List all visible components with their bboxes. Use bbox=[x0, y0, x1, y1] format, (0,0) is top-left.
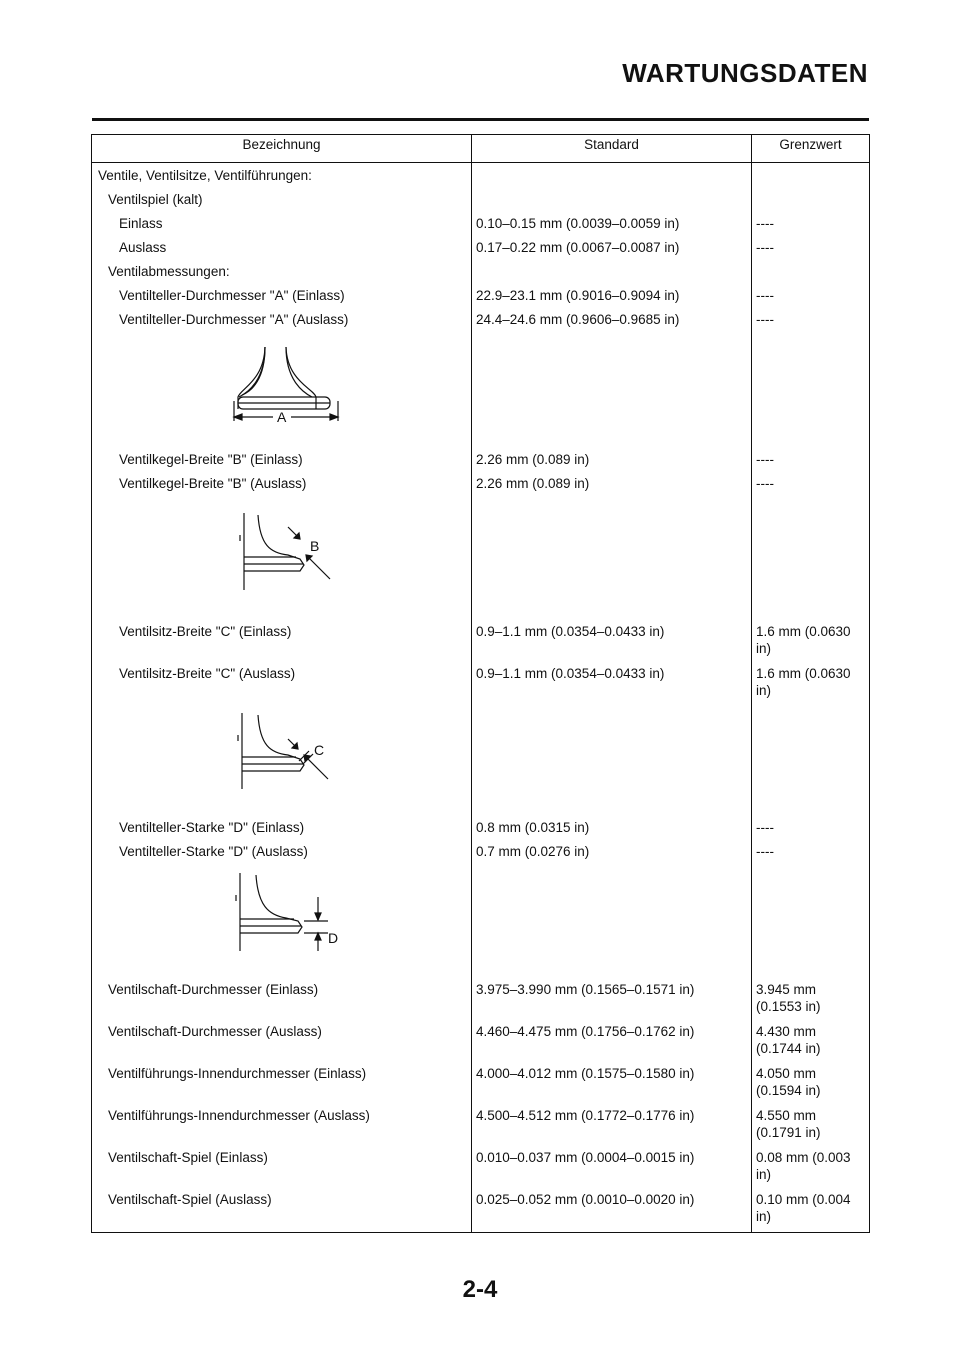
row-limit bbox=[752, 163, 870, 187]
table-row bbox=[92, 661, 870, 703]
row-standard bbox=[472, 163, 752, 187]
row-standard: 2.26 mm (0.089 in) bbox=[472, 447, 752, 471]
row-limit: 1.6 mm (0.0630 in) bbox=[752, 619, 870, 661]
row-limit: 4.550 mm (0.1791 in) bbox=[752, 1103, 870, 1145]
row-standard: 22.9–23.1 mm (0.9016–0.9094 in) bbox=[472, 283, 752, 307]
row-standard: 0.025–0.052 mm (0.0010–0.0020 in) bbox=[472, 1187, 752, 1233]
valve-head-diameter-figure bbox=[92, 331, 472, 447]
table-row bbox=[92, 839, 870, 863]
table-row bbox=[92, 977, 870, 1019]
row-label: Ventilschaft-Spiel (Auslass) bbox=[92, 1187, 472, 1233]
row-label: Ventilabmessungen: bbox=[92, 259, 472, 283]
header-grenzwert: Grenzwert bbox=[752, 135, 870, 163]
label-b: B bbox=[310, 537, 320, 554]
row-standard: 4.000–4.012 mm (0.1575–0.1580 in) bbox=[472, 1061, 752, 1103]
row-label: Ventilschaft-Durchmesser (Einlass) bbox=[92, 977, 472, 1019]
row-label: Einlass bbox=[92, 211, 472, 235]
table-row bbox=[92, 307, 870, 331]
row-label: Ventilsitz-Breite "C" (Auslass) bbox=[92, 661, 472, 703]
row-limit: ---- bbox=[752, 839, 870, 863]
table-row bbox=[92, 163, 870, 187]
row-standard: 0.9–1.1 mm (0.0354–0.0433 in) bbox=[472, 619, 752, 661]
row-limit: 4.430 mm (0.1744 in) bbox=[752, 1019, 870, 1061]
table-row bbox=[92, 815, 870, 839]
table-row bbox=[92, 211, 870, 235]
figure-row bbox=[92, 331, 870, 447]
row-limit bbox=[752, 259, 870, 283]
figure-cell-a bbox=[92, 331, 472, 447]
valve-seat-width-figure bbox=[92, 703, 472, 815]
row-limit: ---- bbox=[752, 307, 870, 331]
row-standard bbox=[472, 259, 752, 283]
row-label: Ventilteller-Durchmesser "A" (Auslass) bbox=[92, 307, 472, 331]
row-limit: 0.10 mm (0.004 in) bbox=[752, 1187, 870, 1233]
spec-table bbox=[91, 134, 870, 1233]
table-row bbox=[92, 1019, 870, 1061]
row-label: Ventilteller-Starke "D" (Auslass) bbox=[92, 839, 472, 863]
table-row bbox=[92, 259, 870, 283]
table-row bbox=[92, 619, 870, 661]
figure-row bbox=[92, 495, 870, 619]
row-standard: 0.010–0.037 mm (0.0004–0.0015 in) bbox=[472, 1145, 752, 1187]
table-row bbox=[92, 1061, 870, 1103]
figure-cell-c bbox=[92, 703, 472, 815]
row-standard bbox=[472, 187, 752, 211]
table-row bbox=[92, 235, 870, 259]
row-standard: 0.7 mm (0.0276 in) bbox=[472, 839, 752, 863]
valve-margin-thickness-figure bbox=[92, 863, 472, 977]
header-bezeichnung: Bezeichnung bbox=[92, 135, 472, 163]
table-row bbox=[92, 471, 870, 495]
row-label: Ventilkegel-Breite "B" (Einlass) bbox=[92, 447, 472, 471]
row-limit: ---- bbox=[752, 815, 870, 839]
label-d: D bbox=[328, 929, 339, 946]
row-standard: 2.26 mm (0.089 in) bbox=[472, 471, 752, 495]
row-limit bbox=[752, 187, 870, 211]
row-label: Ventilführungs-Innendurchmesser (Einlass) bbox=[92, 1061, 472, 1103]
figure-cell-b bbox=[92, 495, 472, 619]
row-label: Ventilführungs-Innendurchmesser (Auslass) bbox=[92, 1103, 472, 1145]
row-limit: ---- bbox=[752, 447, 870, 471]
valve-face-width-figure bbox=[92, 495, 472, 619]
row-label: Ventilschaft-Spiel (Einlass) bbox=[92, 1145, 472, 1187]
row-standard: 0.17–0.22 mm (0.0067–0.0087 in) bbox=[472, 235, 752, 259]
row-limit: ---- bbox=[752, 235, 870, 259]
row-label: Ventilsitz-Breite "C" (Einlass) bbox=[92, 619, 472, 661]
table-row bbox=[92, 283, 870, 307]
table-row bbox=[92, 1187, 870, 1233]
row-limit: 0.08 mm (0.003 in) bbox=[752, 1145, 870, 1187]
row-label: Ventilschaft-Durchmesser (Auslass) bbox=[92, 1019, 472, 1061]
figure-cell-d bbox=[92, 863, 472, 977]
label-a: A bbox=[277, 408, 287, 425]
table-row bbox=[92, 1145, 870, 1187]
row-label: Ventilteller-Starke "D" (Einlass) bbox=[92, 815, 472, 839]
table-row bbox=[92, 1103, 870, 1145]
row-standard: 4.460–4.475 mm (0.1756–0.1762 in) bbox=[472, 1019, 752, 1061]
row-label: Ventile, Ventilsitze, Ventilführungen: bbox=[92, 163, 472, 187]
page-number: 2-4 bbox=[462, 1276, 498, 1303]
row-label: Ventilkegel-Breite "B" (Auslass) bbox=[92, 471, 472, 495]
page-title: WARTUNGSDATEN bbox=[622, 58, 868, 88]
row-standard: 0.9–1.1 mm (0.0354–0.0433 in) bbox=[472, 661, 752, 703]
row-standard: 24.4–24.6 mm (0.9606–0.9685 in) bbox=[472, 307, 752, 331]
table-row bbox=[92, 187, 870, 211]
row-limit: ---- bbox=[752, 211, 870, 235]
row-label: Ventilspiel (kalt) bbox=[92, 187, 472, 211]
figure-row bbox=[92, 703, 870, 815]
header-standard: Standard bbox=[472, 135, 752, 163]
figure-row bbox=[92, 863, 870, 977]
row-limit: ---- bbox=[752, 471, 870, 495]
row-limit: 3.945 mm (0.1553 in) bbox=[752, 977, 870, 1019]
row-limit: ---- bbox=[752, 283, 870, 307]
row-label: Ventilteller-Durchmesser "A" (Einlass) bbox=[92, 283, 472, 307]
row-limit: 1.6 mm (0.0630 in) bbox=[752, 661, 870, 703]
row-limit: 4.050 mm (0.1594 in) bbox=[752, 1061, 870, 1103]
table-row bbox=[92, 447, 870, 471]
row-standard: 4.500–4.512 mm (0.1772–0.1776 in) bbox=[472, 1103, 752, 1145]
row-standard: 3.975–3.990 mm (0.1565–0.1571 in) bbox=[472, 977, 752, 1019]
row-standard: 0.8 mm (0.0315 in) bbox=[472, 815, 752, 839]
row-label: Auslass bbox=[92, 235, 472, 259]
table-header-row bbox=[92, 135, 870, 163]
label-c: C bbox=[314, 741, 325, 758]
title-rule bbox=[92, 118, 869, 121]
row-standard: 0.10–0.15 mm (0.0039–0.0059 in) bbox=[472, 211, 752, 235]
